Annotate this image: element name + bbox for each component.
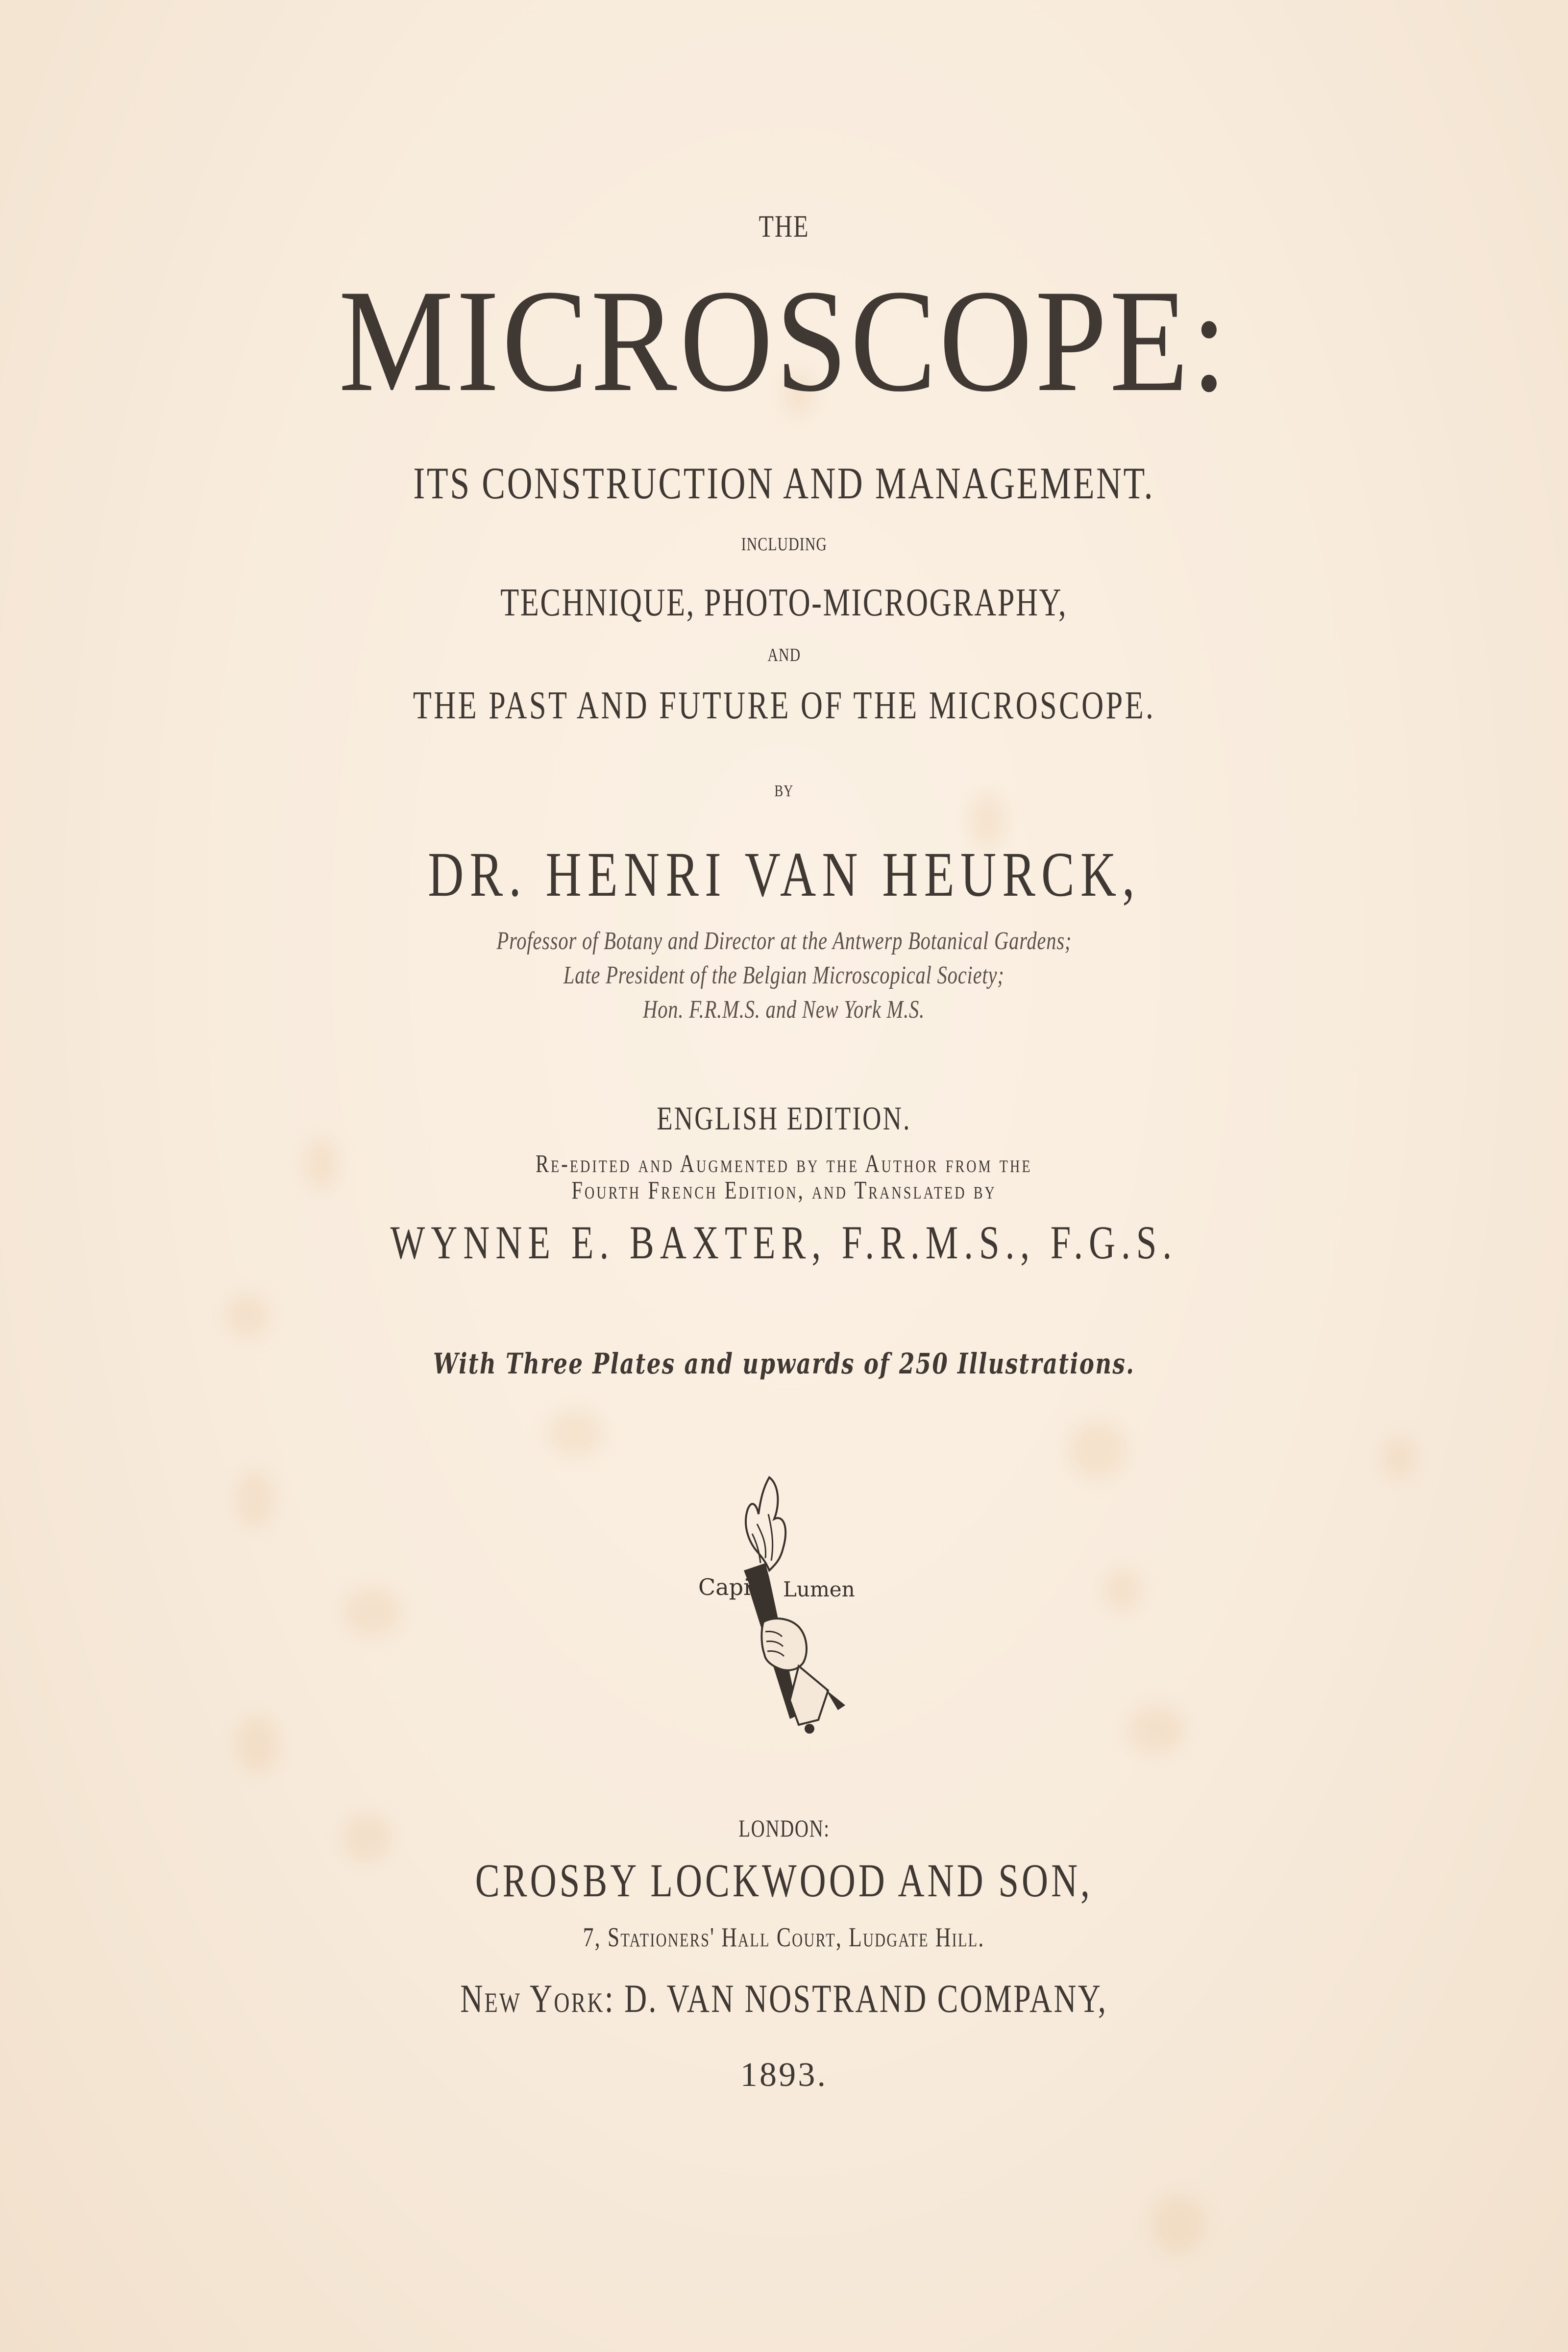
imprint-year (0, 2058, 1568, 2092)
imprint-year-text: 1893. (740, 2056, 828, 2094)
author-name-text: DR. HENRI VAN HEURCK, (427, 839, 1141, 910)
imprint-publisher (0, 1854, 1568, 1907)
foxing-stain (343, 1588, 402, 1637)
foxing-stain (235, 1470, 274, 1529)
subtitle (0, 458, 1568, 508)
by-label-text: BY (774, 782, 794, 800)
translator-name (0, 1216, 1568, 1269)
title-article (0, 211, 1568, 242)
foxing-stain (1127, 1705, 1186, 1754)
and-label-text: AND (767, 645, 801, 665)
imprint-publisher-text: CROSBY LOCKWOOD AND SON, (475, 1854, 1093, 1907)
including-label (0, 535, 1568, 554)
author-credential-2 (0, 963, 1568, 988)
foxing-stain (549, 1411, 603, 1455)
topics-line-1-text: TECHNIQUE, PHOTO-MICROGRAPHY, (500, 581, 1068, 624)
foxing-stain (1102, 1568, 1142, 1612)
foxing-stain (235, 1715, 279, 1774)
edition-note-1 (0, 1152, 1568, 1177)
title-article-text: THE (759, 209, 809, 244)
imprint-us (0, 1976, 1568, 2021)
including-label-text: INCLUDING (741, 534, 827, 555)
foxing-stain (1152, 2195, 1205, 2254)
author-credential-1-text: Professor of Botany and Director at the Antwerp Botanical Gardens; (496, 927, 1072, 955)
title-main (0, 259, 1568, 422)
imprint-us-publisher: D. VAN NOSTRAND COMPANY, (624, 1976, 1108, 2021)
and-label (0, 646, 1568, 664)
author-name (0, 839, 1568, 910)
imprint-us-city: New York: (460, 1976, 615, 2021)
edition-note-2-text: Fourth French Edition, and Translated by (571, 1176, 997, 1204)
topics-line-1 (0, 583, 1568, 622)
imprint-city (0, 1816, 1568, 1840)
imprint-address (0, 1924, 1568, 1951)
edition-note-2 (0, 1178, 1568, 1203)
topics-line-2 (0, 686, 1568, 725)
torch-in-hand-icon (652, 1460, 877, 1744)
author-credential-2-text: Late President of the Belgian Microscopical Society; (564, 961, 1004, 989)
foxing-stain (1068, 1421, 1127, 1480)
edition-note-1-text: Re-edited and Augmented by the Author from the (536, 1150, 1032, 1178)
imprint-city-text: LONDON: (738, 1814, 830, 1842)
topics-line-2-text: THE PAST AND FUTURE OF THE MICROSCOPE. (413, 684, 1155, 727)
translator-name-text: WYNNE E. BAXTER, F.R.M.S., F.G.S. (390, 1216, 1178, 1269)
edition-label (0, 1102, 1568, 1135)
motto-right: Lumen (783, 1577, 855, 1601)
illustrations-note (0, 1349, 1568, 1378)
motto-left: Capio (698, 1574, 764, 1600)
imprint-address-text: 7, Stationers' Hall Court, Ludgate Hill. (583, 1922, 985, 1953)
illustrations-note-text: With Three Plates and upwards of 250 Illustrations. (433, 1347, 1135, 1380)
author-credential-3 (0, 997, 1568, 1023)
by-label (0, 783, 1568, 800)
title-main-text: MICROSCOPE: (338, 259, 1230, 422)
edition-label-text: ENGLISH EDITION. (657, 1100, 911, 1137)
subtitle-text: ITS CONSTRUCTION AND MANAGEMENT. (413, 458, 1155, 508)
author-credential-1 (0, 929, 1568, 954)
author-credential-3-text: Hon. F.R.M.S. and New York M.S. (643, 996, 925, 1024)
foxing-stain (225, 1294, 270, 1338)
foxing-stain (1382, 1436, 1416, 1480)
